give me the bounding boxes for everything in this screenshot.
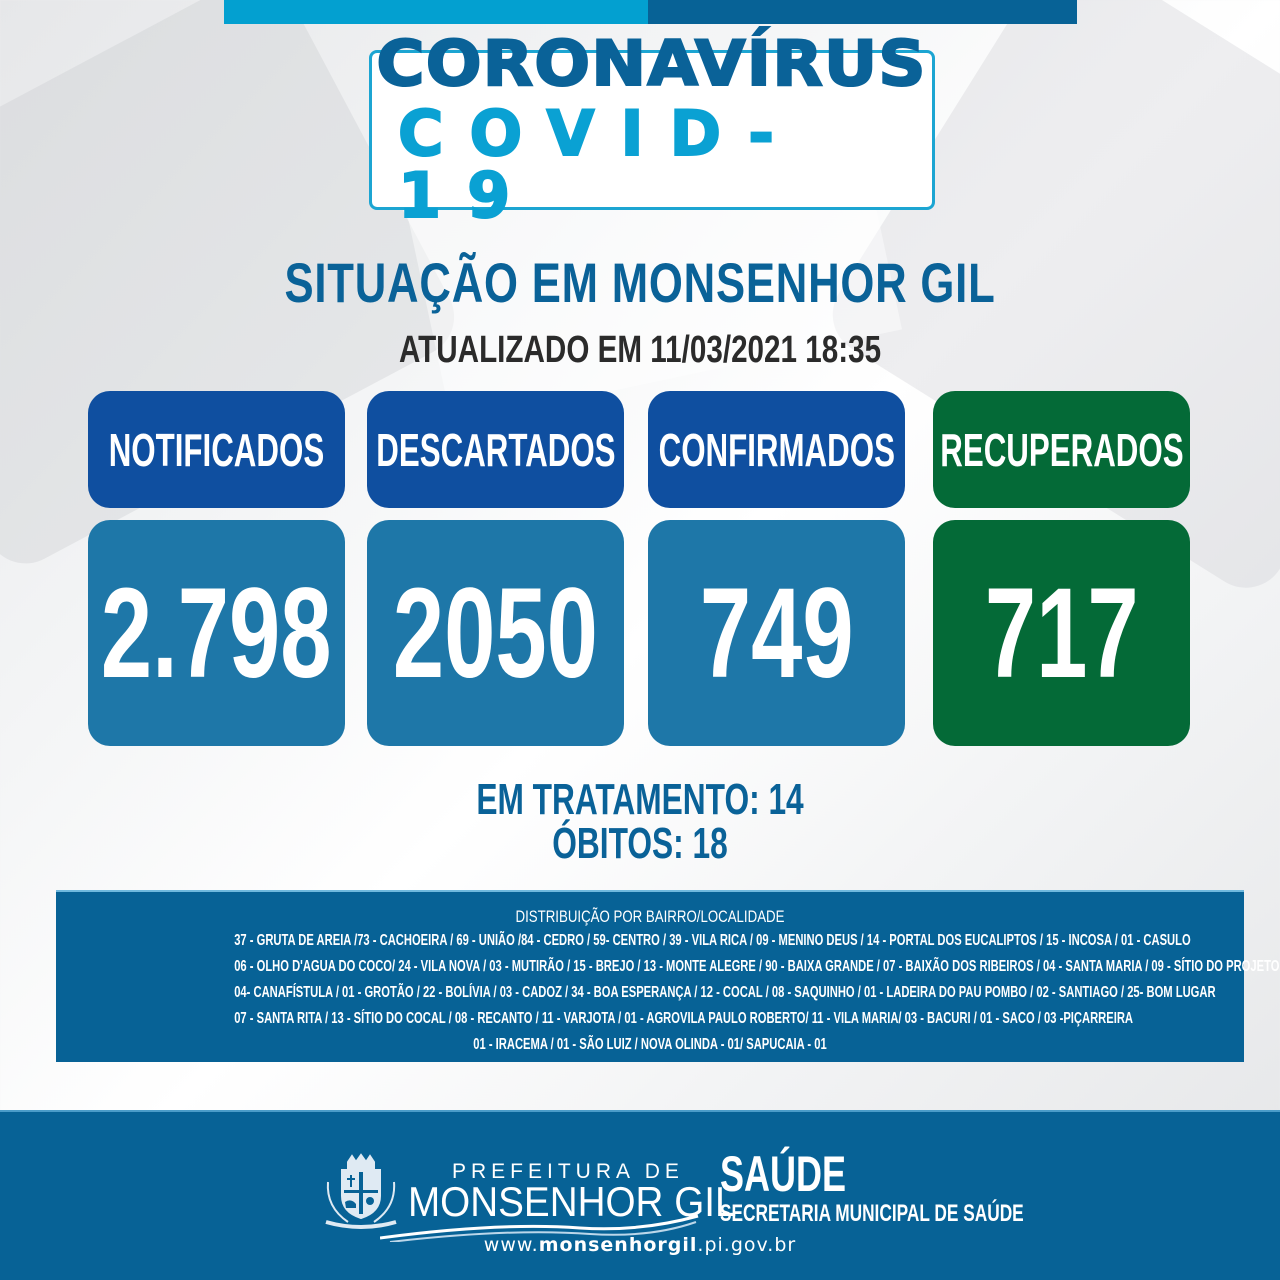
- distribution-line: 37 - GRUTA DE AREIA /73 - CACHOEIRA / 69 - UNIÃO /84 - CEDRO / 59- CENTRO / 39 - VILA RICA / 09 - MENINO DEUS / 14 - PORTAL DOS EUCALIPTOS / 15 - INCOSA / 01 - CASULO: [234, 932, 1191, 949]
- top-bar-dark-segment: [648, 0, 1077, 24]
- card-value-text: 2.798: [101, 561, 332, 705]
- card-label-descartados: [367, 391, 624, 508]
- card-value-text: 749: [699, 561, 854, 705]
- website-url[interactable]: [0, 1234, 1280, 1256]
- prefeitura-name: MONSENHOR GIL: [408, 1178, 737, 1225]
- distribution-panel: [56, 890, 1280, 1062]
- distribution-title: DISTRIBUIÇÃO POR BAIRRO/LOCALIDADE: [515, 907, 785, 926]
- card-label-text: NOTIFICADOS: [108, 423, 325, 476]
- card-label-text: RECUPERADOS: [939, 423, 1184, 476]
- distribution-line: 04- CANAFÍSTULA / 01 - GROTÃO / 22 - BOLÍVIA / 03 - CADOZ / 34 - BOA ESPERANÇA / 12 - COCAL / 08 - SAQUINHO / 01 - LADEIRA DO PAU POMBO / 02 - SANTIAGO / 25- BOM LUGAR: [234, 984, 1216, 1001]
- title-covid19: COVID-19: [398, 97, 800, 232]
- updated-timestamp: ATUALIZADO EM 11/03/2021 18:35: [398, 329, 882, 371]
- card-value-text: 2050: [392, 561, 599, 705]
- card-value-text: 717: [984, 561, 1139, 705]
- url-domain: monsenhorgil: [538, 1234, 698, 1256]
- em-tratamento-stat: EM TRATAMENTO: 14: [476, 775, 804, 824]
- card-label-confirmados: [648, 391, 905, 508]
- footer: [0, 1110, 1280, 1280]
- page-headline: SITUAÇÃO EM MONSENHOR GIL: [284, 251, 996, 314]
- top-bar-light-segment: [224, 0, 648, 24]
- title-coronavirus: CORONAVÍRUS: [376, 27, 928, 100]
- saude-title: SAÚDE: [720, 1146, 847, 1202]
- card-value-confirmados: [648, 520, 905, 746]
- summary-stats: [0, 775, 1280, 868]
- saude-subtitle: SECRETARIA MUNICIPAL DE SAÚDE: [720, 1200, 1024, 1227]
- card-label-text: CONFIRMADOS: [658, 423, 895, 476]
- obitos-stat: ÓBITOS: 18: [552, 819, 728, 868]
- top-color-bar: [224, 0, 1077, 24]
- distribution-line: 01 - IRACEMA / 01 - SÃO LUIZ / NOVA OLINDA - 01/ SAPUCAIA - 01: [473, 1036, 827, 1053]
- url-suffix: .pi.gov.br: [697, 1234, 797, 1256]
- card-label-text: DESCARTADOS: [375, 423, 616, 476]
- url-prefix: www.: [483, 1234, 539, 1256]
- title-box: [369, 27, 935, 232]
- prefeitura-label: PREFEITURA DE: [452, 1160, 684, 1183]
- distribution-line: 06 - OLHO D'AGUA DO COCO/ 24 - VILA NOVA / 03 - MUTIRÃO / 15 - BREJO / 13 - MONTE ALEGRE / 90 - BAIXA GRANDE / 07 - BAIXÃO DOS RIBEIROS / 04 - SANTA MARIA / 09 - SÍTIO DO PROJETO: [234, 958, 1280, 975]
- card-value-descartados: [367, 520, 624, 746]
- distribution-line: 07 - SANTA RITA / 13 - SÍTIO DO COCAL / 08 - RECANTO / 11 - VARJOTA / 01 - AGROVILA PAULO ROBERTO/ 11 - VILA MARIA/ 03 - BACURI / 01 - SACO / 03 -PIÇARREIRA: [234, 1010, 1134, 1027]
- card-label-recuperados: [933, 391, 1190, 508]
- card-label-notificados: [88, 391, 345, 508]
- card-value-recuperados: [933, 520, 1190, 746]
- card-value-notificados: [88, 520, 345, 746]
